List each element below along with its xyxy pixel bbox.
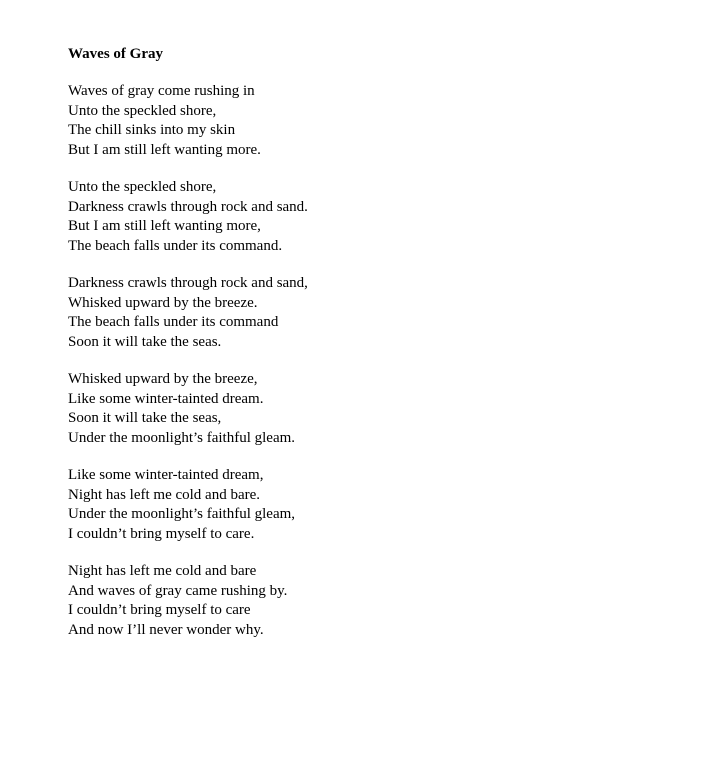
poem-line: But I am still left wanting more. [68, 141, 261, 158]
document-page [68, 44, 668, 658]
stanza-4 [68, 370, 668, 448]
poem-line: Darkness crawls through rock and sand. [68, 198, 308, 215]
stanza-3 [68, 274, 668, 352]
poem-line: Whisked upward by the breeze, [68, 371, 258, 387]
poem-line: Darkness crawls through rock and sand, [68, 275, 308, 291]
poem-line: The chill sinks into my skin [68, 122, 236, 138]
poem-line: But I am still left wanting more, [68, 218, 261, 234]
poem-line: Like some winter-tainted dream, [68, 467, 264, 483]
poem-line: Like some winter-tainted dream. [68, 390, 264, 407]
poem-line: Under the moonlight’s faithful gleam. [68, 429, 296, 446]
stanza-2 [68, 178, 668, 256]
poem-line: The beach falls under its command [68, 314, 279, 330]
poem-line: Night has left me cold and bare. [68, 486, 261, 503]
poem-line: Whisked upward by the breeze. [68, 294, 258, 311]
poem-line: Soon it will take the seas, [68, 410, 222, 426]
poem-line: Waves of gray come rushing in [68, 83, 255, 99]
poem-line: Night has left me cold and bare [68, 563, 257, 579]
poem-title: Waves of Gray [68, 46, 163, 62]
poem-line: The beach falls under its command. [68, 237, 283, 254]
poem-line: And now I’ll never wonder why. [68, 621, 264, 638]
poem-line: Unto the speckled shore, [68, 179, 217, 195]
poem-line: I couldn’t bring myself to care. [68, 525, 255, 542]
poem-line: Unto the speckled shore, [68, 102, 217, 119]
poem-line: Soon it will take the seas. [68, 333, 222, 350]
poem-line: Under the moonlight’s faithful gleam, [68, 506, 296, 522]
stanza-5 [68, 466, 668, 544]
stanza-1 [68, 82, 668, 160]
poem-line: I couldn’t bring myself to care [68, 602, 251, 618]
stanza-6 [68, 562, 668, 640]
poem-line: And waves of gray came rushing by. [68, 582, 288, 599]
